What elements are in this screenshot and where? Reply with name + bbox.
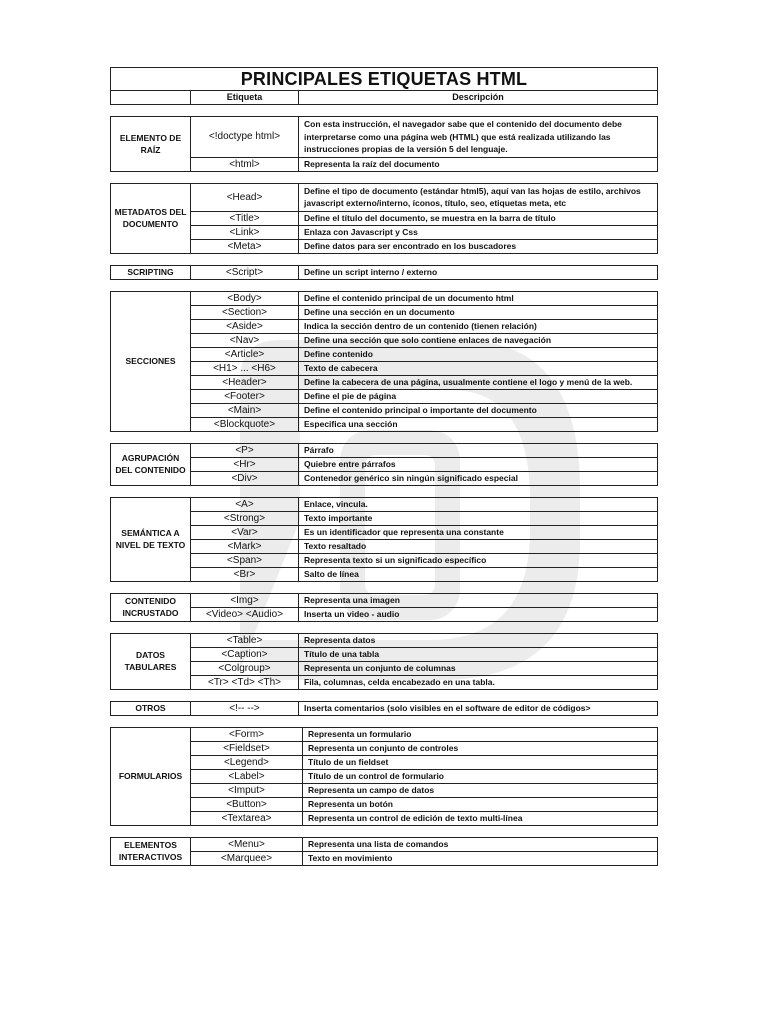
description-cell: Enlace, vincula. [299,497,658,511]
tag-cell: <Marquee> [191,851,303,865]
table-row [111,157,658,171]
group-label: DATOS TABULARES [111,633,191,689]
description-cell: Define el contenido principal de un documento html [299,291,658,305]
table-row [111,661,658,675]
tag-cell: <Img> [191,593,299,607]
table-row [111,525,658,539]
table-row [111,239,658,253]
tag-cell: <Form> [191,727,303,741]
table-row [111,511,658,525]
tag-cell: <Body> [191,291,299,305]
tag-cell: <Colgroup> [191,661,299,675]
group-label: FORMULARIOS [111,727,191,825]
table-row [111,593,658,607]
tag-cell: <Blockquote> [191,417,299,431]
tag-cell: <Br> [191,567,299,581]
table-row [111,701,658,715]
description-cell: Texto importante [299,511,658,525]
tag-cell: <Menu> [191,837,303,851]
description-cell: Define datos para ser encontrado en los buscadores [299,239,658,253]
table-row [111,265,658,279]
tag-cell: <Div> [191,471,299,485]
description-cell: Define el pie de página [299,389,658,403]
tag-cell: <Hr> [191,457,299,471]
tag-cell: <Strong> [191,511,299,525]
description-cell: Indica la sección dentro de un contenido (tienen relación) [299,319,658,333]
tag-cell: <Var> [191,525,299,539]
tag-cell: <html> [191,157,299,171]
table-row [111,811,658,825]
description-cell: Representa un botón [303,797,658,811]
tag-cell: <Link> [191,225,299,239]
sections-container [110,116,658,866]
section-table [110,183,658,254]
group-label: SCRIPTING [111,265,191,279]
tag-cell: <Header> [191,375,299,389]
group-label: ELEMENTO DE RAÍZ [111,117,191,172]
description-cell: Es un identificador que representa una constante [299,525,658,539]
tag-cell: <Meta> [191,239,299,253]
table-row [111,291,658,305]
tag-cell: <P> [191,443,299,457]
table-row [111,539,658,553]
table-row [111,443,658,457]
table-row [111,769,658,783]
group-label: SEMÁNTICA A NIVEL DE TEXTO [111,497,191,581]
tag-cell: <Mark> [191,539,299,553]
table-row [111,333,658,347]
table-row [111,675,658,689]
description-cell: Representa texto si un significado específico [299,553,658,567]
description-cell: Define la cabecera de una página, usualmente contiene el logo y menú de la web. [299,375,658,389]
header-descripcion: Descripción [299,91,658,105]
page-title: PRINCIPALES ETIQUETAS HTML [111,68,658,91]
table-row [111,457,658,471]
table-row [111,347,658,361]
tag-cell: <Section> [191,305,299,319]
table-row [111,497,658,511]
description-cell: Especifica una sección [299,417,658,431]
tag-cell: <Video> <Audio> [191,607,299,621]
tag-cell: <Tr> <Td> <Th> [191,675,299,689]
group-label: OTROS [111,701,191,715]
description-cell: Título de un fieldset [303,755,658,769]
table-row [111,403,658,417]
tag-cell: <Span> [191,553,299,567]
table-row [111,797,658,811]
tag-cell: <Footer> [191,389,299,403]
description-cell: Texto de cabecera [299,361,658,375]
table-row [111,319,658,333]
description-cell: Título de una tabla [299,647,658,661]
group-label: METADATOS DEL DOCUMENTO [111,183,191,253]
tag-cell: <H1> ... <H6> [191,361,299,375]
description-cell: Define el contenido principal o importante del documento [299,403,658,417]
tag-cell: <Legend> [191,755,303,769]
section-table [110,837,658,866]
tag-cell: <Title> [191,211,299,225]
tag-cell: <!-- --> [191,701,299,715]
tag-cell: <Label> [191,769,303,783]
description-cell: Enlaza con Javascript y Css [299,225,658,239]
table-row [111,117,658,158]
table-row [111,183,658,211]
tag-cell: <Main> [191,403,299,417]
table-row [111,837,658,851]
description-cell: Contenedor genérico sin ningún significado especial [299,471,658,485]
description-cell: Inserta comentarios (solo visibles en el software de editor de códigos> [299,701,658,715]
table-row [111,727,658,741]
group-label: ELEMENTOS INTERACTIVOS [111,837,191,865]
table-row [111,225,658,239]
table-row [111,389,658,403]
table-row [111,607,658,621]
header-empty [111,91,191,105]
tag-cell: <!doctype html> [191,117,299,158]
tag-cell: <Imput> [191,783,303,797]
section-table [110,701,658,716]
table-row [111,633,658,647]
section-table [110,291,658,432]
table-row [111,471,658,485]
tag-cell: <Article> [191,347,299,361]
table-row [111,647,658,661]
section-table [110,727,658,826]
document-page [110,67,658,866]
section-table [110,116,658,172]
description-cell: Título de un control de formulario [303,769,658,783]
section-table [110,497,658,582]
description-cell: Representa una lista de comandos [303,837,658,851]
description-cell: Representa un control de edición de texto multi-línea [303,811,658,825]
tag-cell: <Caption> [191,647,299,661]
description-cell: Representa un conjunto de controles [303,741,658,755]
description-cell: Fila, columnas, celda encabezado en una tabla. [299,675,658,689]
tag-cell: <Button> [191,797,303,811]
description-cell: Representa la raíz del documento [299,157,658,171]
tag-cell: <Textarea> [191,811,303,825]
description-cell: Representa una imagen [299,593,658,607]
tag-cell: <Table> [191,633,299,647]
description-cell: Representa un formulario [303,727,658,741]
table-row [111,553,658,567]
table-row [111,567,658,581]
table-row [111,417,658,431]
section-table [110,633,658,690]
section-table [110,265,658,280]
description-cell: Texto en movimiento [303,851,658,865]
description-cell: Define una sección que solo contiene enlaces de navegación [299,333,658,347]
tag-cell: <Script> [191,265,299,279]
group-label: CONTENIDO INCRUSTADO [111,593,191,621]
tag-cell: <Aside> [191,319,299,333]
table-row [111,741,658,755]
table-row [111,361,658,375]
section-table [110,443,658,486]
description-cell: Define el tipo de documento (estándar html5), aquí van las hojas de estilo, archivos javascript externo/interno, íconos, título, seo, etiquetas meta, etc [299,183,658,211]
description-cell: Inserta un video - audio [299,607,658,621]
group-label: SECCIONES [111,291,191,431]
description-cell: Párrafo [299,443,658,457]
description-cell: Quiebre entre párrafos [299,457,658,471]
title-table [110,67,658,105]
tag-cell: <A> [191,497,299,511]
group-label: AGRUPACIÓN DEL CONTENIDO [111,443,191,485]
description-cell: Representa datos [299,633,658,647]
header-etiqueta: Etiqueta [191,91,299,105]
table-row [111,211,658,225]
table-row [111,851,658,865]
description-cell: Representa un conjunto de columnas [299,661,658,675]
description-cell: Define un script interno / externo [299,265,658,279]
table-row [111,375,658,389]
description-cell: Con esta instrucción, el navegador sabe que el contenido del documento debe interpretarse como una página web (HTML) que está realizada utilizando las instrucciones propias de la versión 5 del lenguaje. [299,117,658,158]
description-cell: Representa un campo de datos [303,783,658,797]
table-row [111,783,658,797]
description-cell: Define contenido [299,347,658,361]
description-cell: Salto de línea [299,567,658,581]
description-cell: Define una sección en un documento [299,305,658,319]
tag-cell: <Nav> [191,333,299,347]
table-row [111,755,658,769]
tag-cell: <Head> [191,183,299,211]
table-row [111,305,658,319]
tag-cell: <Fieldset> [191,741,303,755]
description-cell: Texto resaltado [299,539,658,553]
section-table [110,593,658,622]
description-cell: Define el título del documento, se muestra en la barra de título [299,211,658,225]
